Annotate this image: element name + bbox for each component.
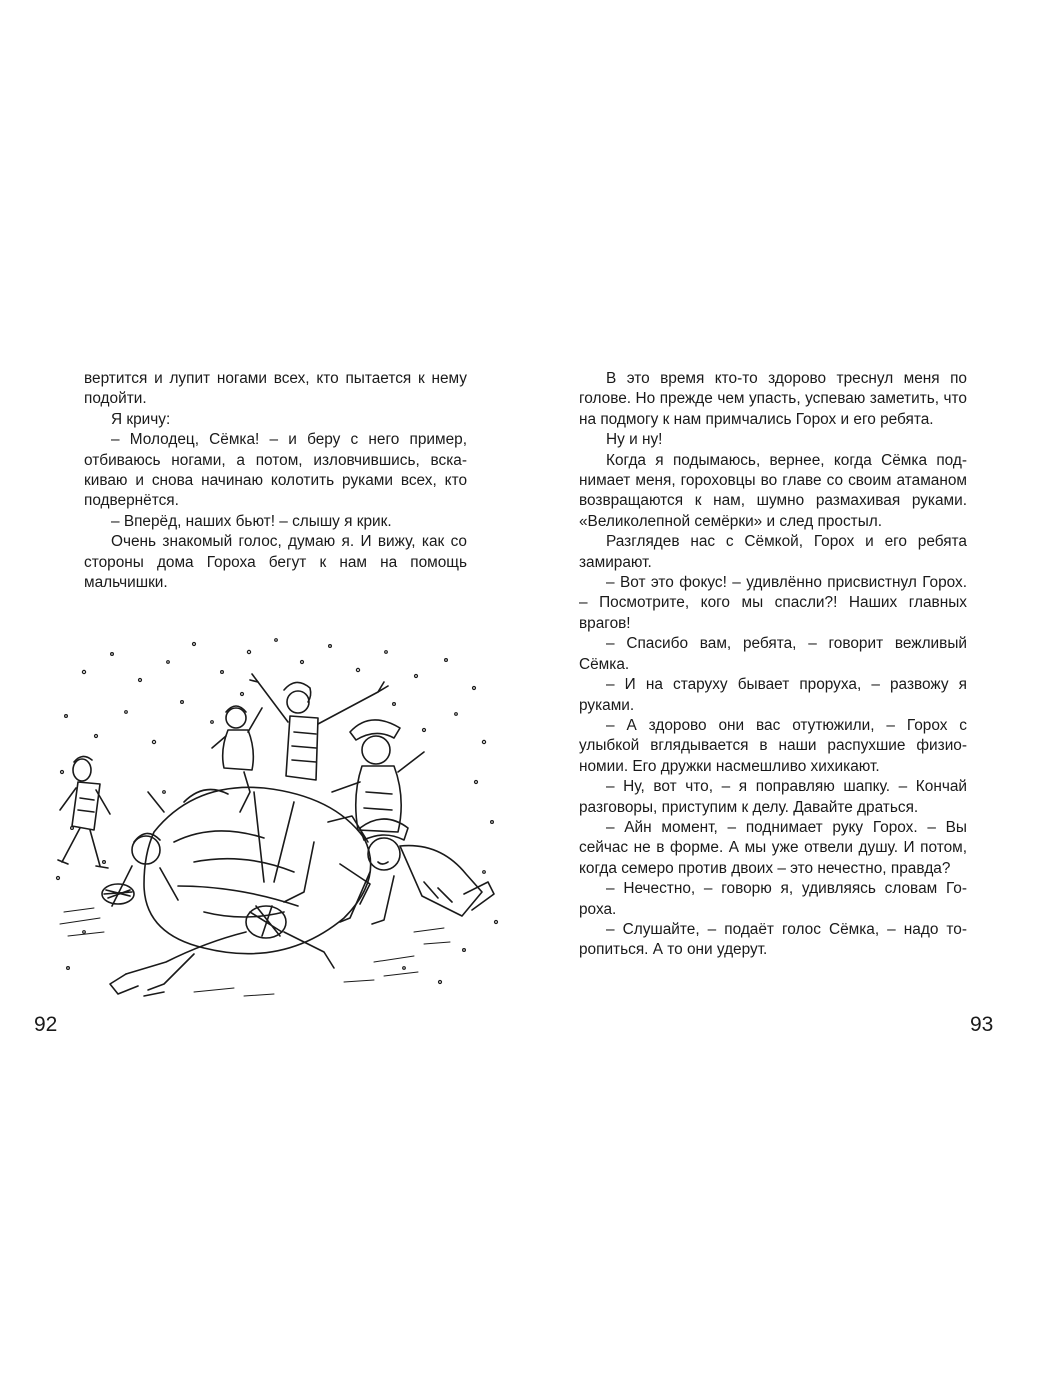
paragraph: – Спасибо вам, ребята, – говорит вежливый Сёмка. bbox=[579, 635, 967, 673]
paragraph: Разглядев нас с Сёмкой, Горох и его ребята замирают. bbox=[579, 533, 967, 571]
paragraph: Когда я подымаюсь, вернее, когда Сёмка поднимает меня, гороховцы во главе со своим атаманом возвращаются к нам, шумно размахивая руками. «Великолепной семёрки» и след простыл. bbox=[579, 451, 967, 530]
paragraph: Я кричу: bbox=[111, 410, 171, 428]
paragraph: – Вперёд, наших бьют! – слышу я крик. bbox=[111, 512, 392, 530]
paragraph: Ну и ну! bbox=[606, 431, 663, 449]
page-number-left: 92 bbox=[34, 1013, 58, 1036]
left-page-text bbox=[84, 369, 467, 593]
fight-illustration bbox=[44, 632, 504, 1004]
page-number-right: 93 bbox=[970, 1013, 994, 1036]
paragraph: – Слушайте, – подаёт голос Сёмка, – надо торопиться. А то они удерут. bbox=[579, 920, 967, 959]
paragraph: В это время кто-то здорово треснул меня по голове. Но прежде чем упасть, успеваю заметить, что на подмогу к нам примчались Горох и его ребята. bbox=[579, 370, 967, 428]
paragraph: – Молодец, Сёмка! – и беру с него пример, отбиваюсь ногами, а потом, изловчившись, вскакиваю и снова начинаю колотить руками всех, кто подвернётся. bbox=[84, 431, 467, 510]
right-page bbox=[525, 0, 1050, 1400]
paragraph: Очень знакомый голос, думаю я. И вижу, как со стороны дома Гороха бегут к нам на помощь мальчишки. bbox=[84, 533, 467, 592]
paragraph: – А здорово они вас отутюжили, – Горох с улыбкой вглядывается в наши распухшие физиономии. Его дружки насмешливо хихикают. bbox=[579, 716, 967, 775]
paragraph: – Вот это фокус! – удивлённо присвистнул Горох. – Посмотрите, кого мы спасли?! Наших главных врагов! bbox=[579, 574, 967, 632]
paragraph: вертится и лупит ногами всех, кто пытается к нему подойти. bbox=[84, 370, 467, 408]
paragraph: – И на старуху бывает проруха, – развожу я руками. bbox=[579, 676, 967, 714]
paragraph: – Нечестно, – говорю я, удивляясь словам Гороха. bbox=[579, 880, 967, 918]
right-page-text bbox=[579, 369, 967, 961]
paragraph: – Айн момент, – поднимает руку Горох. – Вы сейчас не в форме. А мы уже отвели душу. И потом, когда семеро против двоих – это нечестно, правда? bbox=[579, 818, 967, 877]
paragraph: – Ну, вот что, – я поправляю шапку. – Кончай разговоры, приступим к делу. Давайте драться. bbox=[579, 778, 967, 816]
